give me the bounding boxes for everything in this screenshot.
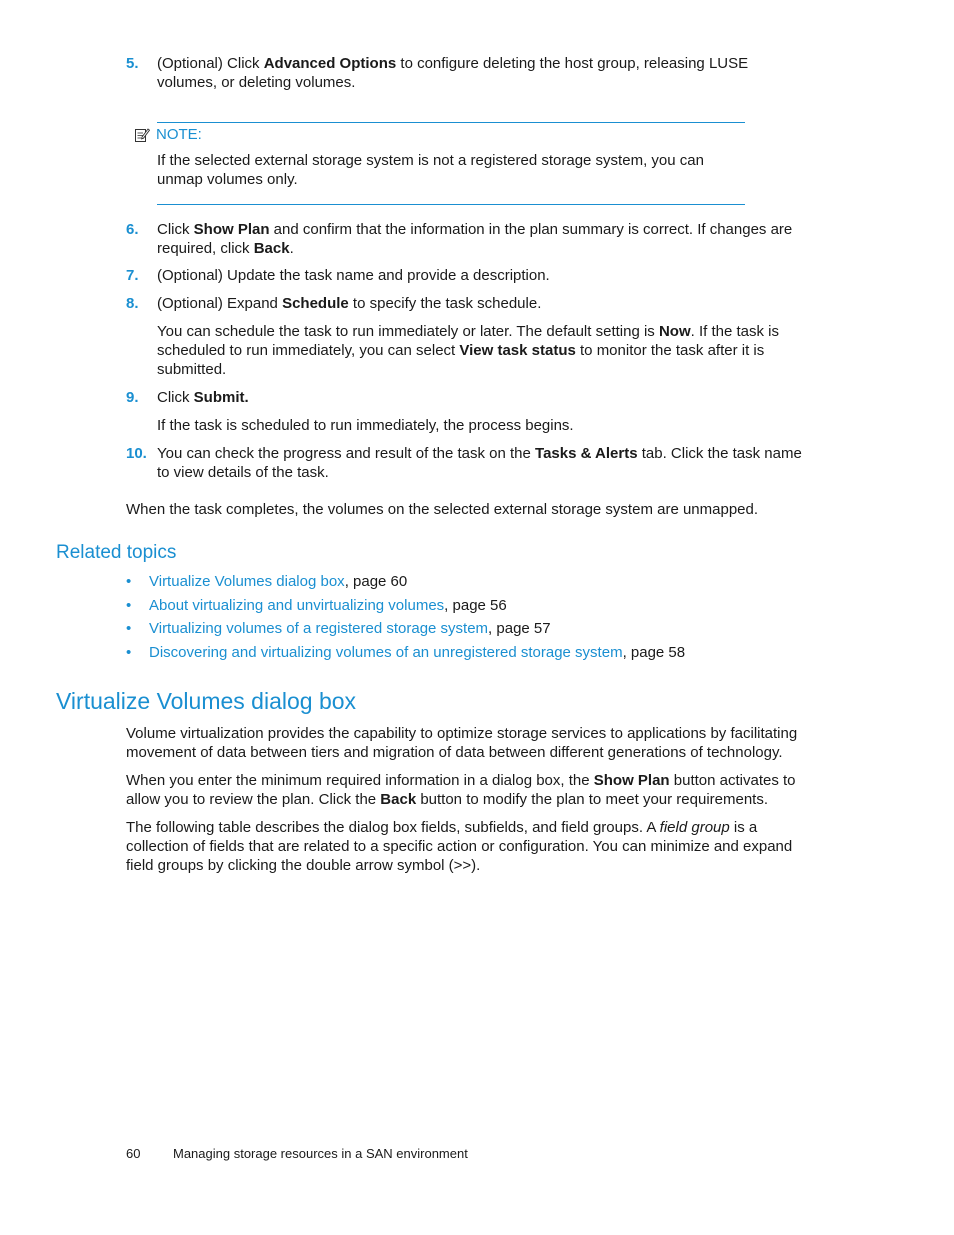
related-link-virtualize-dialog[interactable]: Virtualize Volumes dialog box <box>149 573 345 590</box>
tasks-alerts-label: Tasks & Alerts <box>535 445 638 462</box>
back-label: Back <box>253 240 290 257</box>
note-bottom-rule <box>157 204 745 205</box>
advanced-options-label: Advanced Options <box>263 55 397 72</box>
show-plan-label: Show Plan <box>193 221 270 238</box>
note-top-rule <box>157 122 745 123</box>
step-text: (Optional) Update the task name and provide a description. <box>157 267 550 284</box>
step-7 <box>126 266 806 285</box>
bullet: • <box>126 573 132 590</box>
list-item: • Discovering and virtualizing volumes of an unregistered storage system, page 58 <box>126 643 686 661</box>
list-item: • About virtualizing and unvirtualizing volumes, page 56 <box>126 596 507 614</box>
section-paragraph-2: When you enter the minimum required information in a dialog box, the Show Plan button activates to allow you to review the plan. Click the Back button to modify the plan to meet your requirements. <box>126 772 796 808</box>
step-number: 9. <box>126 389 139 406</box>
back-label: Back <box>380 791 417 808</box>
now-label: Now <box>658 323 691 340</box>
step-9-detail: If the task is scheduled to run immediately, the process begins. <box>157 417 574 434</box>
related-link-registered-system[interactable]: Virtualizing volumes of a registered storage system <box>149 620 489 637</box>
note-label: NOTE: <box>156 126 202 143</box>
note-header <box>134 125 202 144</box>
completion-text: When the task completes, the volumes on the selected external storage system are unmapped. <box>126 501 759 518</box>
step-number: 5. <box>126 55 139 72</box>
related-topics-heading: Related topics <box>56 542 177 563</box>
step-text: Click Submit. <box>157 389 249 406</box>
note-pencil-icon <box>134 127 150 143</box>
show-plan-label: Show Plan <box>593 772 670 789</box>
step-number: 10. <box>126 445 147 462</box>
field-group-term: field group <box>659 819 730 836</box>
step-8 <box>126 294 806 313</box>
list-item: • Virtualize Volumes dialog box, page 60 <box>126 573 408 590</box>
note-text: If the selected external storage system is not a registered storage system, you can unmap volumes only. <box>157 152 704 188</box>
section-paragraph-3: The following table describes the dialog box fields, subfields, and field groups. A field group is a collection of fields that are related to a specific action or configuration. You can minimize and expand field groups by clicking the double arrow symbol (>>). <box>126 819 793 874</box>
bullet: • <box>126 596 132 614</box>
submit-label: Submit. <box>193 389 249 406</box>
view-task-status-label: View task status <box>459 342 576 359</box>
bullet: • <box>126 643 132 661</box>
step-6 <box>126 220 806 258</box>
related-topics-list <box>126 572 826 666</box>
bullet: • <box>126 620 132 637</box>
step-text: Click Show Plan and confirm that the information in the plan summary is correct. If changes are required, click Back. <box>157 221 793 257</box>
schedule-label: Schedule <box>282 295 349 312</box>
step-8-detail: You can schedule the task to run immediately or later. The default setting is Now. If the task is scheduled to run immediately, you can select View task status to monitor the task after it is submitted. <box>157 323 780 378</box>
list-item: • Virtualizing volumes of a registered storage system, page 57 <box>126 620 551 637</box>
page-number: 60 <box>126 1146 141 1161</box>
step-number: 7. <box>126 267 139 284</box>
step-text: You can check the progress and result of the task on the Tasks & Alerts tab. Click the task name to view details of the task. <box>157 445 802 481</box>
step-9 <box>126 388 806 407</box>
step-text: (Optional) Expand Schedule to specify the task schedule. <box>157 295 542 312</box>
related-link-unregistered-system[interactable]: Discovering and virtualizing volumes of an unregistered storage system <box>149 643 623 661</box>
section-paragraph-1: Volume virtualization provides the capability to optimize storage services to applications by facilitating movement of data between tiers and migration of data between different generations of technology. <box>126 725 798 761</box>
footer-title: Managing storage resources in a SAN environment <box>173 1146 468 1161</box>
related-link-about-virtualizing[interactable]: About virtualizing and unvirtualizing volumes <box>149 596 445 614</box>
section-heading: Virtualize Volumes dialog box <box>56 688 357 714</box>
page-footer <box>126 1145 468 1162</box>
step-5 <box>126 54 806 92</box>
step-number: 8. <box>126 295 139 312</box>
step-10 <box>126 444 806 482</box>
step-text: (Optional) Click Advanced Options to configure deleting the host group, releasing LUSE volumes, or deleting volumes. <box>157 55 749 91</box>
step-number: 6. <box>126 221 139 238</box>
